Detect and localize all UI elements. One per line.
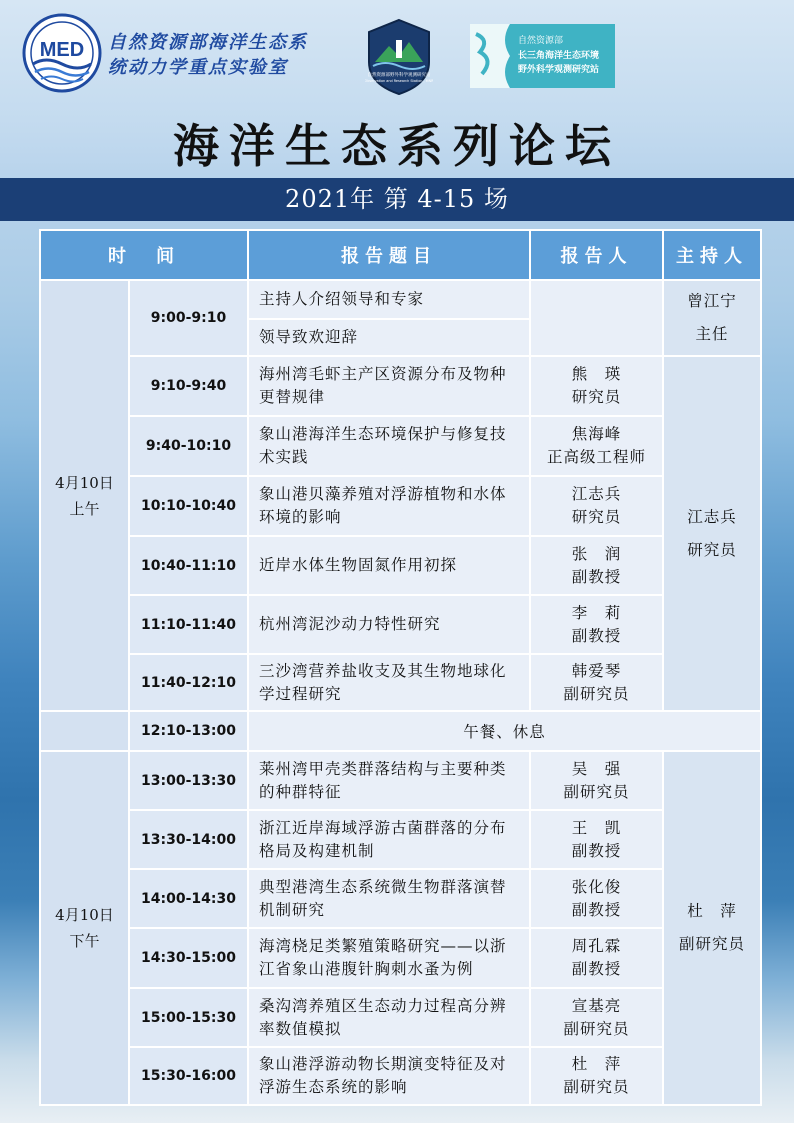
speaker-title: 副教授 — [571, 626, 622, 645]
table-row — [40, 416, 761, 476]
header-time: 时 间 — [40, 230, 248, 280]
time-cell: 10:10-10:40 — [129, 476, 248, 536]
field-station-logo-icon — [470, 24, 615, 88]
speaker-title: 副教授 — [571, 841, 622, 860]
time-cell: 15:30-16:00 — [129, 1047, 248, 1105]
speaker-title: 副教授 — [571, 960, 622, 978]
topic-cell: 典型港湾生态系统微生物群落演替机制研究 — [248, 869, 530, 928]
time-cell: 9:10-9:40 — [129, 356, 248, 416]
session-banner: 2021年 第 4-15 场 — [0, 178, 794, 221]
med-logo-icon — [21, 12, 103, 94]
speaker-cell — [530, 988, 663, 1047]
speaker-name: 张化俊 — [571, 877, 622, 896]
speaker-title: 副研究员 — [563, 782, 630, 801]
host-cell — [663, 356, 761, 711]
station-logo-subtext: Observation and Research Station , MNR — [365, 79, 433, 83]
topic-cell: 象山港海洋生态环境保护与修复技术实践 — [248, 416, 530, 476]
table-row — [40, 988, 761, 1047]
table-row — [40, 476, 761, 536]
date-label: 4月10日 — [55, 473, 114, 492]
topic-cell: 浙江近岸海域浮游古菌群落的分布格局及构建机制 — [248, 810, 530, 869]
break-row — [40, 711, 761, 751]
page-title: 海洋生态系列论坛 — [173, 119, 621, 173]
host-cell — [663, 751, 761, 1105]
time-cell: 13:00-13:30 — [129, 751, 248, 810]
table-row — [40, 595, 761, 654]
topic-cell: 三沙湾营养盐收支及其生物地球化学过程研究 — [248, 654, 530, 711]
field-logo-line3: 野外科学观测研究站 — [518, 65, 600, 75]
topic-cell: 近岸水体生物固氮作用初探 — [248, 536, 530, 595]
speaker-title: 研究员 — [571, 508, 622, 526]
break-label-cell: 午餐、休息 — [248, 711, 761, 751]
topic-cell: 海湾桡足类繁殖策略研究——以浙江省象山港腹针胸刺水蚤为例 — [248, 928, 530, 988]
date-cell-afternoon — [40, 751, 129, 1105]
field-logo-line1: 自然资源部 — [518, 36, 564, 46]
lab-name-line1: 自然资源部海洋生态系 — [108, 32, 308, 53]
header-host: 主持人 — [663, 230, 761, 280]
header-speaker: 报告人 — [530, 230, 663, 280]
med-logo-text: MED — [39, 39, 85, 61]
schedule-table — [39, 229, 762, 1106]
break-time-cell: 12:10-13:00 — [129, 711, 248, 751]
date-cell-morning — [40, 280, 129, 711]
topic-cell: 莱州湾甲壳类群落结构与主要种类的种群特征 — [248, 751, 530, 810]
speaker-cell — [530, 476, 663, 536]
speaker-name: 周孔霖 — [571, 937, 622, 955]
table-row — [40, 810, 761, 869]
speaker-name: 焦海峰 — [571, 425, 622, 443]
speaker-cell — [530, 536, 663, 595]
topic-cell: 象山港贝藻养殖对浮游植物和水体环境的影响 — [248, 476, 530, 536]
time-cell: 10:40-11:10 — [129, 536, 248, 595]
speaker-title: 副研究员 — [563, 1019, 630, 1038]
period-label: 上午 — [69, 499, 100, 518]
table-row — [40, 928, 761, 988]
table-row — [40, 356, 761, 416]
host-title: 副研究员 — [678, 935, 745, 953]
speaker-cell — [530, 869, 663, 928]
table-header-row — [40, 230, 761, 280]
speaker-title: 研究员 — [571, 388, 622, 406]
speaker-cell — [530, 928, 663, 988]
speaker-cell — [530, 751, 663, 810]
speaker-cell — [530, 1047, 663, 1105]
speaker-title: 副研究员 — [563, 1078, 630, 1096]
date-label: 4月10日 — [55, 906, 114, 924]
topic-cell: 海州湾毛虾主产区资源分布及物种更替规律 — [248, 356, 530, 416]
host-title: 主任 — [695, 325, 729, 343]
speaker-cell — [530, 280, 663, 356]
speaker-name: 江志兵 — [571, 485, 622, 503]
station-logo-icon — [365, 18, 433, 96]
speaker-name: 张 润 — [571, 544, 622, 563]
time-cell: 11:40-12:10 — [129, 654, 248, 711]
table-row — [40, 536, 761, 595]
speaker-cell — [530, 356, 663, 416]
speaker-title: 副教授 — [571, 567, 622, 586]
speaker-name: 韩爱琴 — [571, 661, 622, 680]
topic-cell: 杭州湾泥沙动力特性研究 — [248, 595, 530, 654]
table-row — [40, 1047, 761, 1105]
host-title: 研究员 — [687, 540, 737, 559]
table-row — [40, 654, 761, 711]
speaker-cell — [530, 654, 663, 711]
host-name: 江志兵 — [687, 507, 737, 526]
speaker-name: 吴 强 — [571, 759, 622, 778]
table-row — [40, 280, 761, 319]
speaker-name: 李 莉 — [571, 603, 622, 622]
time-cell: 9:00-9:10 — [129, 280, 248, 356]
speaker-name: 杜 萍 — [571, 1055, 622, 1073]
lab-name-line2: 统动力学重点实验室 — [108, 57, 288, 78]
topic-cell: 象山港浮游动物长期演变特征及对浮游生态系统的影响 — [248, 1047, 530, 1105]
host-name: 杜 萍 — [687, 902, 737, 920]
topic-cell: 领导致欢迎辞 — [248, 319, 530, 356]
speaker-cell — [530, 416, 663, 476]
time-cell: 11:10-11:40 — [129, 595, 248, 654]
field-logo-line2: 长三角海洋生态环境 — [518, 51, 600, 61]
speaker-cell — [530, 595, 663, 654]
time-cell: 13:30-14:00 — [129, 810, 248, 869]
speaker-name: 宣基亮 — [571, 996, 622, 1015]
topic-cell: 主持人介绍领导和专家 — [248, 280, 530, 319]
table-row — [40, 751, 761, 810]
period-label: 下午 — [69, 932, 100, 950]
speaker-title: 正高级工程师 — [546, 448, 646, 466]
speaker-name: 王 凯 — [571, 818, 622, 837]
speaker-cell — [530, 810, 663, 869]
topic-cell: 桑沟湾养殖区生态动力过程高分辨率数值模拟 — [248, 988, 530, 1047]
host-name: 曾江宁 — [687, 292, 737, 310]
lab-name — [108, 30, 348, 80]
time-cell: 14:00-14:30 — [129, 869, 248, 928]
break-date-cell — [40, 711, 129, 751]
speaker-title: 副教授 — [571, 900, 622, 919]
speaker-name: 熊 瑛 — [571, 365, 622, 383]
station-logo-text: 自然资源部野外科学观测研究站 — [367, 73, 431, 78]
host-cell — [663, 280, 761, 356]
header-topic: 报告题目 — [248, 230, 530, 280]
time-cell: 9:40-10:10 — [129, 416, 248, 476]
time-cell: 14:30-15:00 — [129, 928, 248, 988]
time-cell: 15:00-15:30 — [129, 988, 248, 1047]
speaker-title: 副研究员 — [563, 684, 630, 703]
table-row — [40, 869, 761, 928]
